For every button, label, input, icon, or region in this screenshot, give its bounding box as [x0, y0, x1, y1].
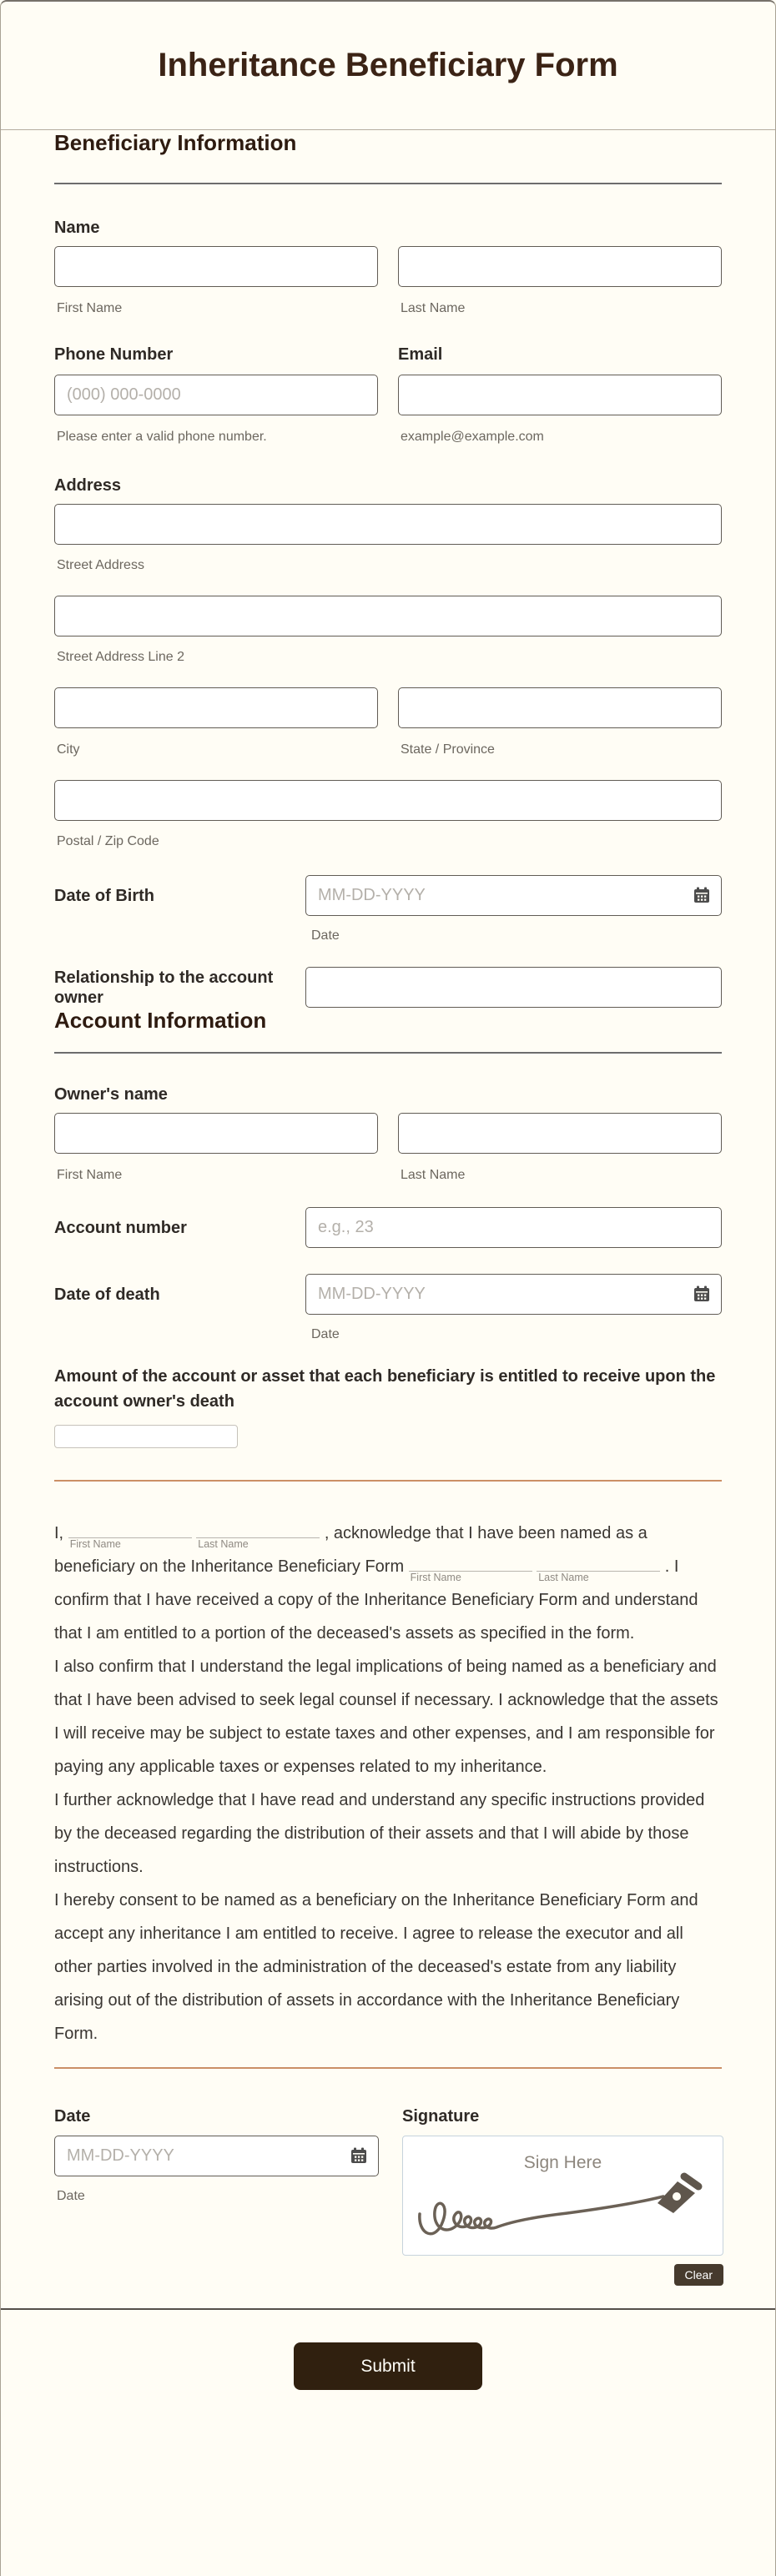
owner-last-name-input[interactable]	[398, 1113, 722, 1154]
relationship-row	[54, 967, 722, 1008]
ack-owner-last-name-blank[interactable]	[537, 1554, 660, 1583]
form-header	[1, 2, 775, 130]
signing-date-input[interactable]	[54, 2136, 379, 2176]
state-sublabel: State / Province	[401, 742, 495, 757]
acknowledgment-paragraph-3: I further acknowledge that I have read and understand any specific instructions provided by the deceased regarding the distribution of their assets and that I will abide by those instructions.	[54, 1791, 705, 1876]
account-heading-divider	[54, 1052, 722, 1054]
ack-owner-first-name-blank-sublabel: First Name	[410, 1572, 461, 1583]
city-state-inputs-row	[54, 687, 722, 728]
owner-name-sublabels-row	[54, 1167, 722, 1183]
beneficiary-heading-divider	[54, 183, 722, 184]
account-number-label: Account number	[54, 1218, 187, 1237]
acknowledgment-paragraph-4: I hereby consent to be named as a beneficiary on the Inheritance Beneficiary Form and accept any inheritance I am entitled to receive. I agree to release the executor and all other parties involved in the administration of the deceased's estate from any liability arising out of the distribution of assets in accordance with the Inheritance Beneficiary Form.	[54, 1891, 698, 2043]
first-name-input[interactable]	[54, 246, 378, 287]
street-address-input[interactable]	[54, 504, 722, 545]
email-input[interactable]	[398, 375, 722, 415]
acknowledgment-paragraph-2: I also confirm that I understand the legal implications of being named as a beneficiary and that I have been advised to seek legal counsel if necessary. I acknowledge that the assets I will receive may be subject to estate taxes and other expenses, and I am responsible for paying any applicable taxes or expenses related to my inheritance.	[54, 1658, 718, 1776]
owner-last-name-sublabel: Last Name	[401, 1168, 466, 1182]
dob-input[interactable]	[305, 875, 722, 916]
form-body	[1, 130, 775, 2286]
name-sublabels-row	[54, 300, 722, 316]
calendar-icon[interactable]	[350, 2146, 368, 2165]
dob-sublabel: Date	[311, 928, 340, 943]
signing-date-sublabel: Date	[57, 2189, 85, 2203]
street-address2-sublabel: Street Address Line 2	[57, 650, 184, 664]
owner-first-name-sublabel: First Name	[57, 1168, 123, 1182]
form-title: Inheritance Beneficiary Form	[158, 47, 618, 83]
owner-first-name-input[interactable]	[54, 1113, 378, 1154]
name-inputs-row	[54, 246, 722, 287]
first-name-sublabel: First Name	[57, 301, 123, 315]
city-sublabel: City	[57, 742, 80, 757]
beneficiary-section-heading: Beneficiary Information	[54, 130, 297, 155]
ack-last-name-blank[interactable]	[196, 1521, 320, 1550]
zip-sublabel: Postal / Zip Code	[57, 834, 159, 848]
acknowledgment-top-divider	[54, 1480, 722, 1482]
submit-row	[1, 2342, 775, 2390]
email-label: Email	[398, 345, 443, 364]
signature-label: Signature	[402, 2107, 480, 2126]
zip-input[interactable]	[54, 780, 722, 821]
account-number-row	[54, 1207, 722, 1248]
phone-label: Phone Number	[54, 345, 174, 364]
date-of-death-input[interactable]	[305, 1274, 722, 1315]
last-name-input[interactable]	[398, 246, 722, 287]
date-signature-labels-row	[54, 2106, 722, 2126]
name-label: Name	[54, 219, 100, 237]
phone-sublabel: Please enter a valid phone number.	[57, 430, 267, 444]
city-input[interactable]	[54, 687, 378, 728]
phone-input[interactable]	[54, 375, 378, 415]
calendar-icon[interactable]	[693, 886, 711, 904]
amount-input[interactable]	[54, 1425, 238, 1448]
address-label: Address	[54, 476, 122, 495]
phone-email-inputs-row	[54, 375, 722, 415]
ack-p1-suffix: . I confirm that I have received a copy of the Inheritance Beneficiary Form and understand that I am entitled to a portion of the deceased's assets as specified in the form.	[54, 1557, 698, 1643]
date-of-death-row	[54, 1274, 722, 1315]
ack-owner-first-name-blank[interactable]	[409, 1554, 532, 1583]
phone-email-sublabels-row	[54, 429, 722, 445]
dob-label: Date of Birth	[54, 886, 154, 905]
owner-name-label: Owner's name	[54, 1085, 168, 1104]
submit-button[interactable]: Submit	[294, 2342, 482, 2390]
owner-name-inputs-row	[54, 1113, 722, 1154]
date-of-death-sublabel: Date	[311, 1327, 340, 1341]
date-label: Date	[54, 2107, 91, 2126]
ack-last-name-blank-sublabel: Last Name	[198, 1538, 249, 1550]
last-name-sublabel: Last Name	[401, 301, 466, 315]
ack-owner-last-name-blank-sublabel: Last Name	[538, 1572, 589, 1583]
account-section-heading: Account Information	[54, 1008, 267, 1033]
acknowledgment-bottom-divider	[54, 2067, 722, 2069]
clear-signature-button[interactable]: Clear	[674, 2264, 723, 2286]
account-number-input[interactable]	[305, 1207, 722, 1248]
sign-here-text: Sign Here	[523, 2153, 602, 2172]
acknowledgment-paragraph-1	[54, 1517, 718, 1650]
ack-p1-mid: , acknowledge that I have been named as a beneficiary on the Inheritance Beneficiary Form	[54, 1524, 648, 1576]
ack-p1-prefix: I,	[54, 1524, 64, 1542]
ack-first-name-blank-sublabel: First Name	[69, 1538, 121, 1550]
dob-row	[54, 875, 722, 916]
email-sublabel: example@example.com	[401, 430, 544, 444]
ack-first-name-blank[interactable]	[68, 1521, 192, 1550]
footer-divider	[1, 2308, 775, 2310]
street-address-sublabel: Street Address	[57, 558, 144, 572]
state-input[interactable]	[398, 687, 722, 728]
phone-email-labels-row	[54, 345, 722, 365]
signature-pad[interactable]	[402, 2136, 723, 2256]
relationship-input[interactable]	[305, 967, 722, 1008]
city-state-sublabels-row	[54, 742, 722, 757]
relationship-label: Relationship to the account owner	[54, 968, 274, 1007]
signature-squiggle-and-pen-icon	[413, 2168, 709, 2251]
street-address2-input[interactable]	[54, 596, 722, 636]
amount-label: Amount of the account or asset that each beneficiary is entitled to receive upon the account owner's death	[54, 1367, 716, 1411]
date-signature-row	[54, 2136, 722, 2286]
acknowledgment-text	[54, 1517, 718, 2050]
calendar-icon[interactable]	[693, 1285, 711, 1303]
date-of-death-label: Date of death	[54, 1285, 160, 1304]
